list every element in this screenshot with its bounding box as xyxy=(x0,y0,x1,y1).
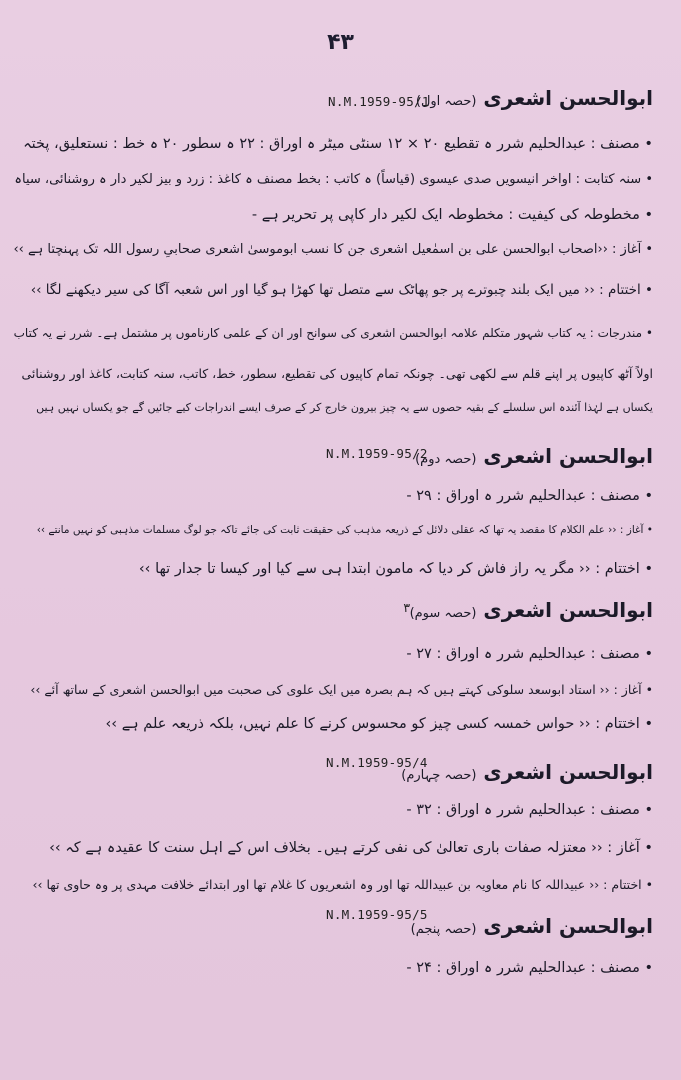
section-1-line: • مصنف : عبدالحلیم شرر ہ تقطیع ۲۰ × ۱۲ سنٹی میٹر ہ اوراق : ۲۲ ہ سطور ۲۰ ہ خط : نستعلیق، پختہ xyxy=(23,136,653,152)
section-2-line: • اختتام : ‹‹ مگر یہ راز فاش کر دیا کہ مامون ابتدا ہی سے کیا اور کیسا تا جدار تھا ›› xyxy=(138,561,653,577)
section-2-call-number: N.M.1959-95/2 xyxy=(326,446,428,461)
section-1-line: • مندرجات : یہ کتاب شہور متکلم علامہ ابوالحسن اشعری کی سوانح اور ان کے علمی کارناموں پر مشتمل ہے۔ شرر نے یہ کتاب xyxy=(13,326,653,340)
section-5-heading: ابوالحسن اشعری (حصہ پنجم) xyxy=(410,914,653,938)
section-5-line: • مصنف : عبدالحلیم شرر ہ اوراق : ۲۴ - xyxy=(406,960,653,976)
section-4-line: • آغاز : ‹‹ معتزلہ صفات باری تعالیٰ کی نفی کرتے ہیں۔ بخلاف اس کے اہل سنت کا عقیدہ ہے کہ ›› xyxy=(49,840,653,856)
section-5-call-number: N.M.1959-95/5 xyxy=(326,907,428,922)
section-4-line: • مصنف : عبدالحلیم شرر ہ اوراق : ۳۲ - xyxy=(406,802,653,818)
section-3-line: • آغاز : ‹‹ استاد ابوسعد سلوکی کہتے ہیں کہ ہم بصرہ میں ایک علوی کی صحبت میں ابوالحسن اشعری کے ساتھ آئے ›› xyxy=(30,682,653,697)
section-2-heading: ابوالحسن اشعری (حصہ دوم) xyxy=(415,444,653,468)
section-4-heading: ابوالحسن اشعری (حصہ چہارم) xyxy=(401,760,653,784)
section-3-heading: ابوالحسن اشعری (حصہ سوم) xyxy=(409,598,653,622)
section-3-line: • اختتام : ‹‹ حواس خمسہ کسی چیز کو محسوس کرنے کا علم نہیں، بلکہ ذریعہ علم ہے ›› xyxy=(105,716,653,732)
page-number: ۴۳ xyxy=(327,30,354,55)
section-5-part: (حصہ پنجم) xyxy=(410,922,477,937)
section-4-part: (حصہ چہارم) xyxy=(401,768,477,783)
section-1-line: • اختتام : ‹‹ میں ایک بلند چبوترے پر جو پھاٹک سے متصل تھا کھڑا ہو گیا اور اس شعبہ آگا کی سیر دیکھنے لگا ›› xyxy=(30,282,653,298)
section-4-line: • اختتام : ‹‹ عبیداللہ کا نام معاویہ بن عبیداللہ تھا اور وہ اشعریوں کا غلام تھا اور ابتدائے خلافت مہدی پر وہ حاوی تھا ›› xyxy=(32,877,653,892)
section-1-part: (حصہ اول) xyxy=(415,94,477,109)
section-1-line: یکساں ہے لہٰذا آئندہ اس سلسلے کے بقیہ حصوں سے یہ چیز بیرون خارج کر کے صرف ایسے اندراجات کیے جائیں گے جو یکساں نہیں ہیں xyxy=(36,401,653,414)
section-1-call-number: N.M.1959-95/1 xyxy=(328,94,430,109)
section-3-call-number: ۳ xyxy=(403,600,411,615)
section-1-line: • مخطوطہ کی کیفیت : مخطوطہ ایک لکیر دار کاپی پر تحریر ہے - xyxy=(251,207,653,223)
section-3-part: (حصہ سوم) xyxy=(409,606,477,621)
section-1-line: اولاً آٹھ کاپیوں پر اپنے قلم سے لکھی تھی۔ چونکہ تمام کاپیوں کی تقطیع، سطور، خط، کاتب، سنہ کتابت، کاغذ اور روشنائی xyxy=(21,366,653,381)
section-3-line: • مصنف : عبدالحلیم شرر ہ اوراق : ۲۷ - xyxy=(406,646,653,662)
section-2-line: • مصنف : عبدالحلیم شرر ہ اوراق : ۲۹ - xyxy=(406,488,653,504)
section-2-part: (حصہ دوم) xyxy=(415,452,477,467)
section-1-line: • سنہ کتابت : اواخر انیسویں صدی عیسوی (قیاساً) ہ کاتب : بخط مصنف ہ کاغذ : زرد و بیز لکیر دار ہ روشنائی، سیاہ xyxy=(14,172,653,187)
section-4-call-number: N.M.1959-95/4 xyxy=(326,755,428,770)
section-1-heading: ابوالحسن اشعری (حصہ اول) xyxy=(415,86,653,110)
section-1-line: • آغاز : ‹‹اصحاب ابوالحسن علی بن اسمٰعیل اشعری جن کا نسب ابوموسیٰ اشعری صحابیِ رسول اللہ تک پہنچتا ہے ›› xyxy=(13,242,653,257)
section-2-line: • آغاز : ‹‹ علم الکلام کا مقصد یہ تھا کہ عقلی دلائل کے ذریعہ مذہب کی حقیقت ثابت کی جائے تاکہ جو لوگ مسلمات مذہبی کو نہیں مانتے ›› xyxy=(36,524,653,536)
